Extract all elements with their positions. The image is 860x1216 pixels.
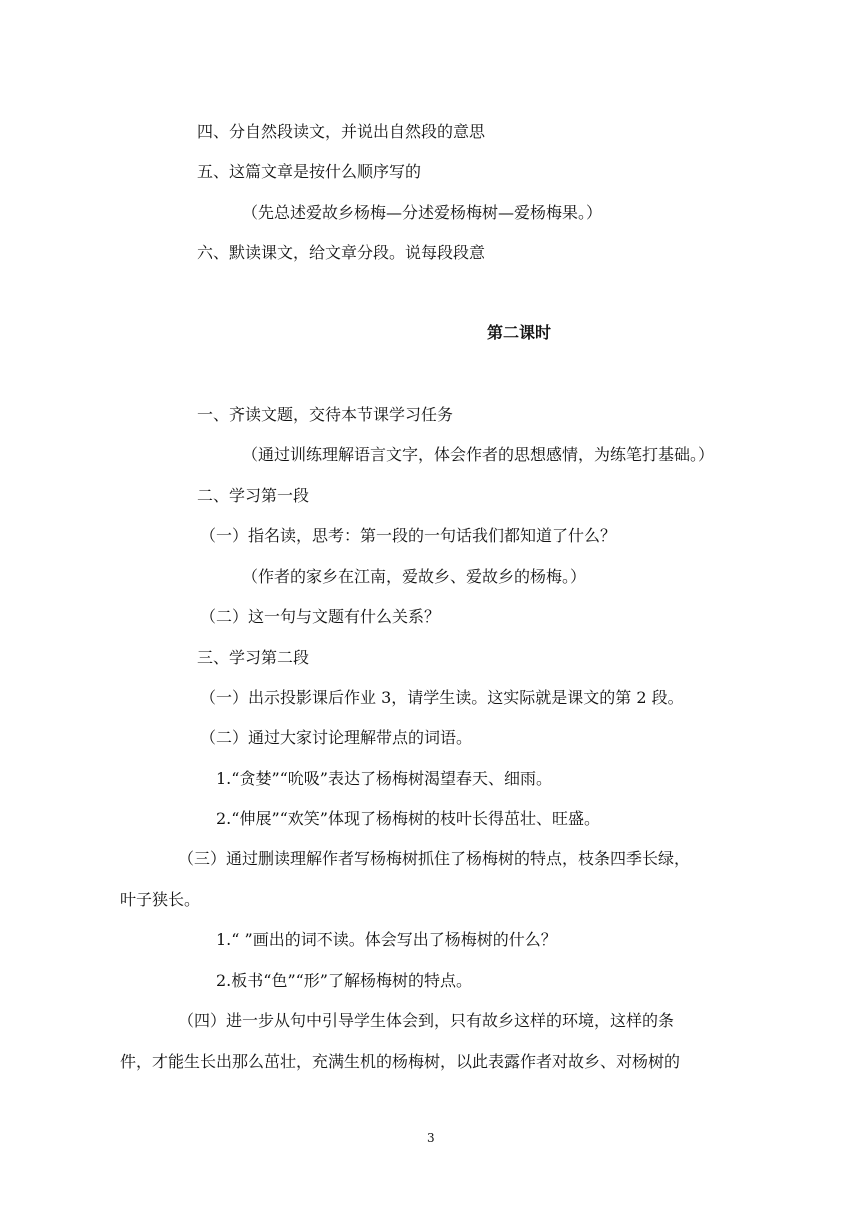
text-line: （一）指名读，思考：第一段的一句话我们都知道了什么？ [200,526,617,545]
text-line: 叶子狭长。 [120,890,201,909]
text-line: （先总述爱故乡杨梅—分述爱杨梅树—爱杨梅果。） [242,203,603,222]
text-line: 六、默读课文，给文章分段。说每段段意 [197,243,486,262]
text-line: 2.“伸展”“欢笑”体现了杨梅树的枝叶长得茁壮、旺盛。 [216,809,600,828]
text-line: 1.“ ”画出的词不读。体会写出了杨梅树的什么？ [216,930,557,949]
text-line: 四、分自然段读文，并说出自然段的意思 [197,122,486,141]
text-line: 二、学习第一段 [197,486,310,505]
text-line: 1.“贪婪”“吮吸”表达了杨梅树渴望春天、细雨。 [216,769,552,788]
text-line: 2.板书“色”“形”了解杨梅树的特点。 [216,971,472,990]
text-line: （二）这一句与文题有什么关系？ [200,607,441,626]
text-line: 五、这篇文章是按什么顺序写的 [197,162,422,181]
page-number: 3 [427,1131,435,1145]
text-line: （二）通过大家讨论理解带点的词语。 [200,728,473,747]
text-line: 件，才能生长出那么茁壮，充满生机的杨梅树，以此表露作者对故乡、对杨树的 [120,1052,681,1071]
text-line: （一）出示投影课后作业 3，请学生读。这实际就是课文的第 2 段。 [200,688,684,707]
text-line: 三、学习第二段 [197,648,310,667]
text-line: （作者的家乡在江南，爱故乡、爱故乡的杨梅。） [242,567,587,586]
text-line: （三）通过删读理解作者写杨梅树抓住了杨梅树的特点，枝条四季长绿， [178,849,691,868]
text-line: 一、齐读文题，交待本节课学习任务 [197,405,454,424]
section-heading: 第二课时 [487,323,552,342]
text-line: （四）进一步从句中引导学生体会到，只有故乡这样的环境，这样的条 [178,1011,675,1030]
text-line: （通过训练理解语言文字，体会作者的思想感情，为练笔打基础。） [242,445,715,464]
